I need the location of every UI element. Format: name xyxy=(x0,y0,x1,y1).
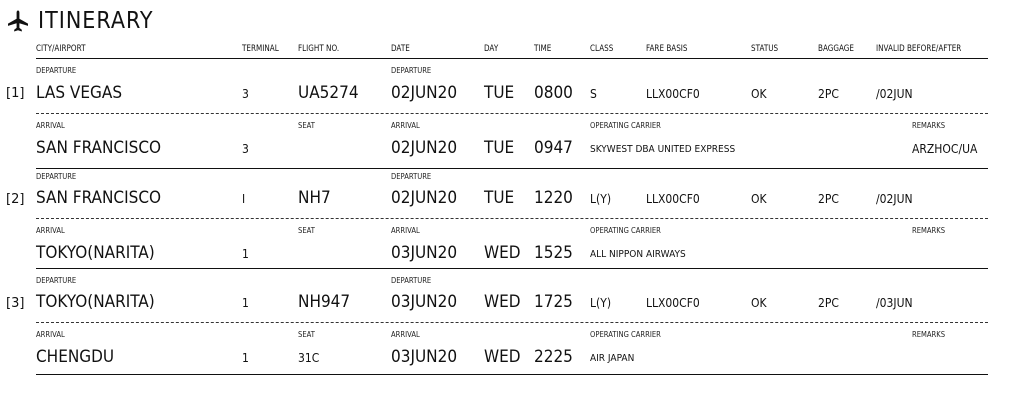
departure-date: 02JUN20 xyxy=(391,188,458,208)
itinerary-header xyxy=(6,6,154,36)
departure-time: 0800 xyxy=(534,83,573,103)
baggage: 2PC xyxy=(818,192,839,206)
arrival-time: 1525 xyxy=(534,243,573,263)
booking-class: L(Y) xyxy=(590,192,612,206)
segment-divider xyxy=(36,218,988,219)
col-time: TIME xyxy=(534,44,552,54)
flight-number: UA5274 xyxy=(298,83,359,103)
date-arrival-label: ARRIVAL xyxy=(391,121,420,130)
col-class: CLASS xyxy=(590,44,614,54)
arrival-city: SAN FRANCISCO xyxy=(36,138,162,158)
departure-city: TOKYO(NARITA) xyxy=(36,292,155,312)
segment-divider xyxy=(36,113,988,114)
segment-separator xyxy=(36,268,988,269)
col-invalid: INVALID BEFORE/AFTER xyxy=(876,44,962,54)
page-title: ITINERARY xyxy=(38,8,154,34)
fare-basis: LLX00CF0 xyxy=(646,87,700,101)
departure-time: 1725 xyxy=(534,292,573,312)
operating-carrier-label: OPERATING CARRIER xyxy=(590,121,661,130)
segment-number: [2] xyxy=(6,192,25,207)
date-departure-label: DEPARTURE xyxy=(391,172,432,181)
baggage: 2PC xyxy=(818,296,839,310)
booking-class: S xyxy=(590,87,597,101)
departure-label: DEPARTURE xyxy=(36,276,77,285)
arrival-terminal: 3 xyxy=(242,142,249,156)
seat: 31C xyxy=(298,351,320,365)
arrival-label: ARRIVAL xyxy=(36,330,65,339)
seat-label: SEAT xyxy=(298,121,315,130)
arrival-day: WED xyxy=(484,243,521,263)
invalid-before-after: /03JUN xyxy=(876,296,913,310)
seat-label: SEAT xyxy=(298,330,315,339)
arrival-city: CHENGDU xyxy=(36,347,115,367)
arrival-label: ARRIVAL xyxy=(36,121,65,130)
remarks: ARZHOC/UA xyxy=(912,142,978,156)
arrival-day: TUE xyxy=(484,138,515,158)
departure-date: 02JUN20 xyxy=(391,83,458,103)
operating-carrier: AIR JAPAN xyxy=(590,353,635,364)
flight-number: NH7 xyxy=(298,188,331,208)
col-flight: FLIGHT NO. xyxy=(298,44,340,54)
col-baggage: BAGGAGE xyxy=(818,44,854,54)
col-fare-basis: FARE BASIS xyxy=(646,44,688,54)
date-departure-label: DEPARTURE xyxy=(391,66,432,75)
segment-separator xyxy=(36,168,988,169)
departure-city: SAN FRANCISCO xyxy=(36,188,162,208)
arrival-time: 0947 xyxy=(534,138,573,158)
airplane-icon xyxy=(6,9,30,33)
segment-number: [1] xyxy=(6,86,25,101)
arrival-day: WED xyxy=(484,347,521,367)
status: OK xyxy=(751,87,767,101)
departure-terminal: I xyxy=(242,192,246,206)
arrival-date: 03JUN20 xyxy=(391,243,458,263)
operating-carrier-label: OPERATING CARRIER xyxy=(590,226,661,235)
col-status: STATUS xyxy=(751,44,779,54)
remarks-label: REMARKS xyxy=(912,330,946,339)
flight-number: NH947 xyxy=(298,292,351,312)
date-departure-label: DEPARTURE xyxy=(391,276,432,285)
arrival-label: ARRIVAL xyxy=(36,226,65,235)
booking-class: L(Y) xyxy=(590,296,612,310)
fare-basis: LLX00CF0 xyxy=(646,296,700,310)
col-terminal: TERMINAL xyxy=(242,44,279,54)
invalid-before-after: /02JUN xyxy=(876,192,913,206)
arrival-terminal: 1 xyxy=(242,247,249,261)
arrival-date: 02JUN20 xyxy=(391,138,458,158)
arrival-date: 03JUN20 xyxy=(391,347,458,367)
departure-day: WED xyxy=(484,292,521,312)
col-date: DATE xyxy=(391,44,410,54)
departure-day: TUE xyxy=(484,83,515,103)
date-arrival-label: ARRIVAL xyxy=(391,226,420,235)
segment-divider xyxy=(36,322,988,323)
arrival-time: 2225 xyxy=(534,347,573,367)
status: OK xyxy=(751,296,767,310)
fare-basis: LLX00CF0 xyxy=(646,192,700,206)
departure-label: DEPARTURE xyxy=(36,172,77,181)
departure-time: 1220 xyxy=(534,188,573,208)
date-arrival-label: ARRIVAL xyxy=(391,330,420,339)
seat-label: SEAT xyxy=(298,226,315,235)
departure-terminal: 1 xyxy=(242,296,249,310)
col-day: DAY xyxy=(484,44,499,54)
departure-label: DEPARTURE xyxy=(36,66,77,75)
departure-date: 03JUN20 xyxy=(391,292,458,312)
segment-number: [3] xyxy=(6,296,25,311)
remarks-label: REMARKS xyxy=(912,226,946,235)
column-header-row xyxy=(36,44,988,59)
operating-carrier-label: OPERATING CARRIER xyxy=(590,330,661,339)
arrival-city: TOKYO(NARITA) xyxy=(36,243,155,263)
col-city: CITY/AIRPORT xyxy=(36,44,86,54)
departure-city: LAS VEGAS xyxy=(36,83,123,103)
status: OK xyxy=(751,192,767,206)
departure-day: TUE xyxy=(484,188,515,208)
departure-terminal: 3 xyxy=(242,87,249,101)
arrival-terminal: 1 xyxy=(242,351,249,365)
segment-separator xyxy=(36,374,988,375)
remarks-label: REMARKS xyxy=(912,121,946,130)
operating-carrier: SKYWEST DBA UNITED EXPRESS xyxy=(590,144,736,155)
baggage: 2PC xyxy=(818,87,839,101)
operating-carrier: ALL NIPPON AIRWAYS xyxy=(590,249,686,260)
invalid-before-after: /02JUN xyxy=(876,87,913,101)
